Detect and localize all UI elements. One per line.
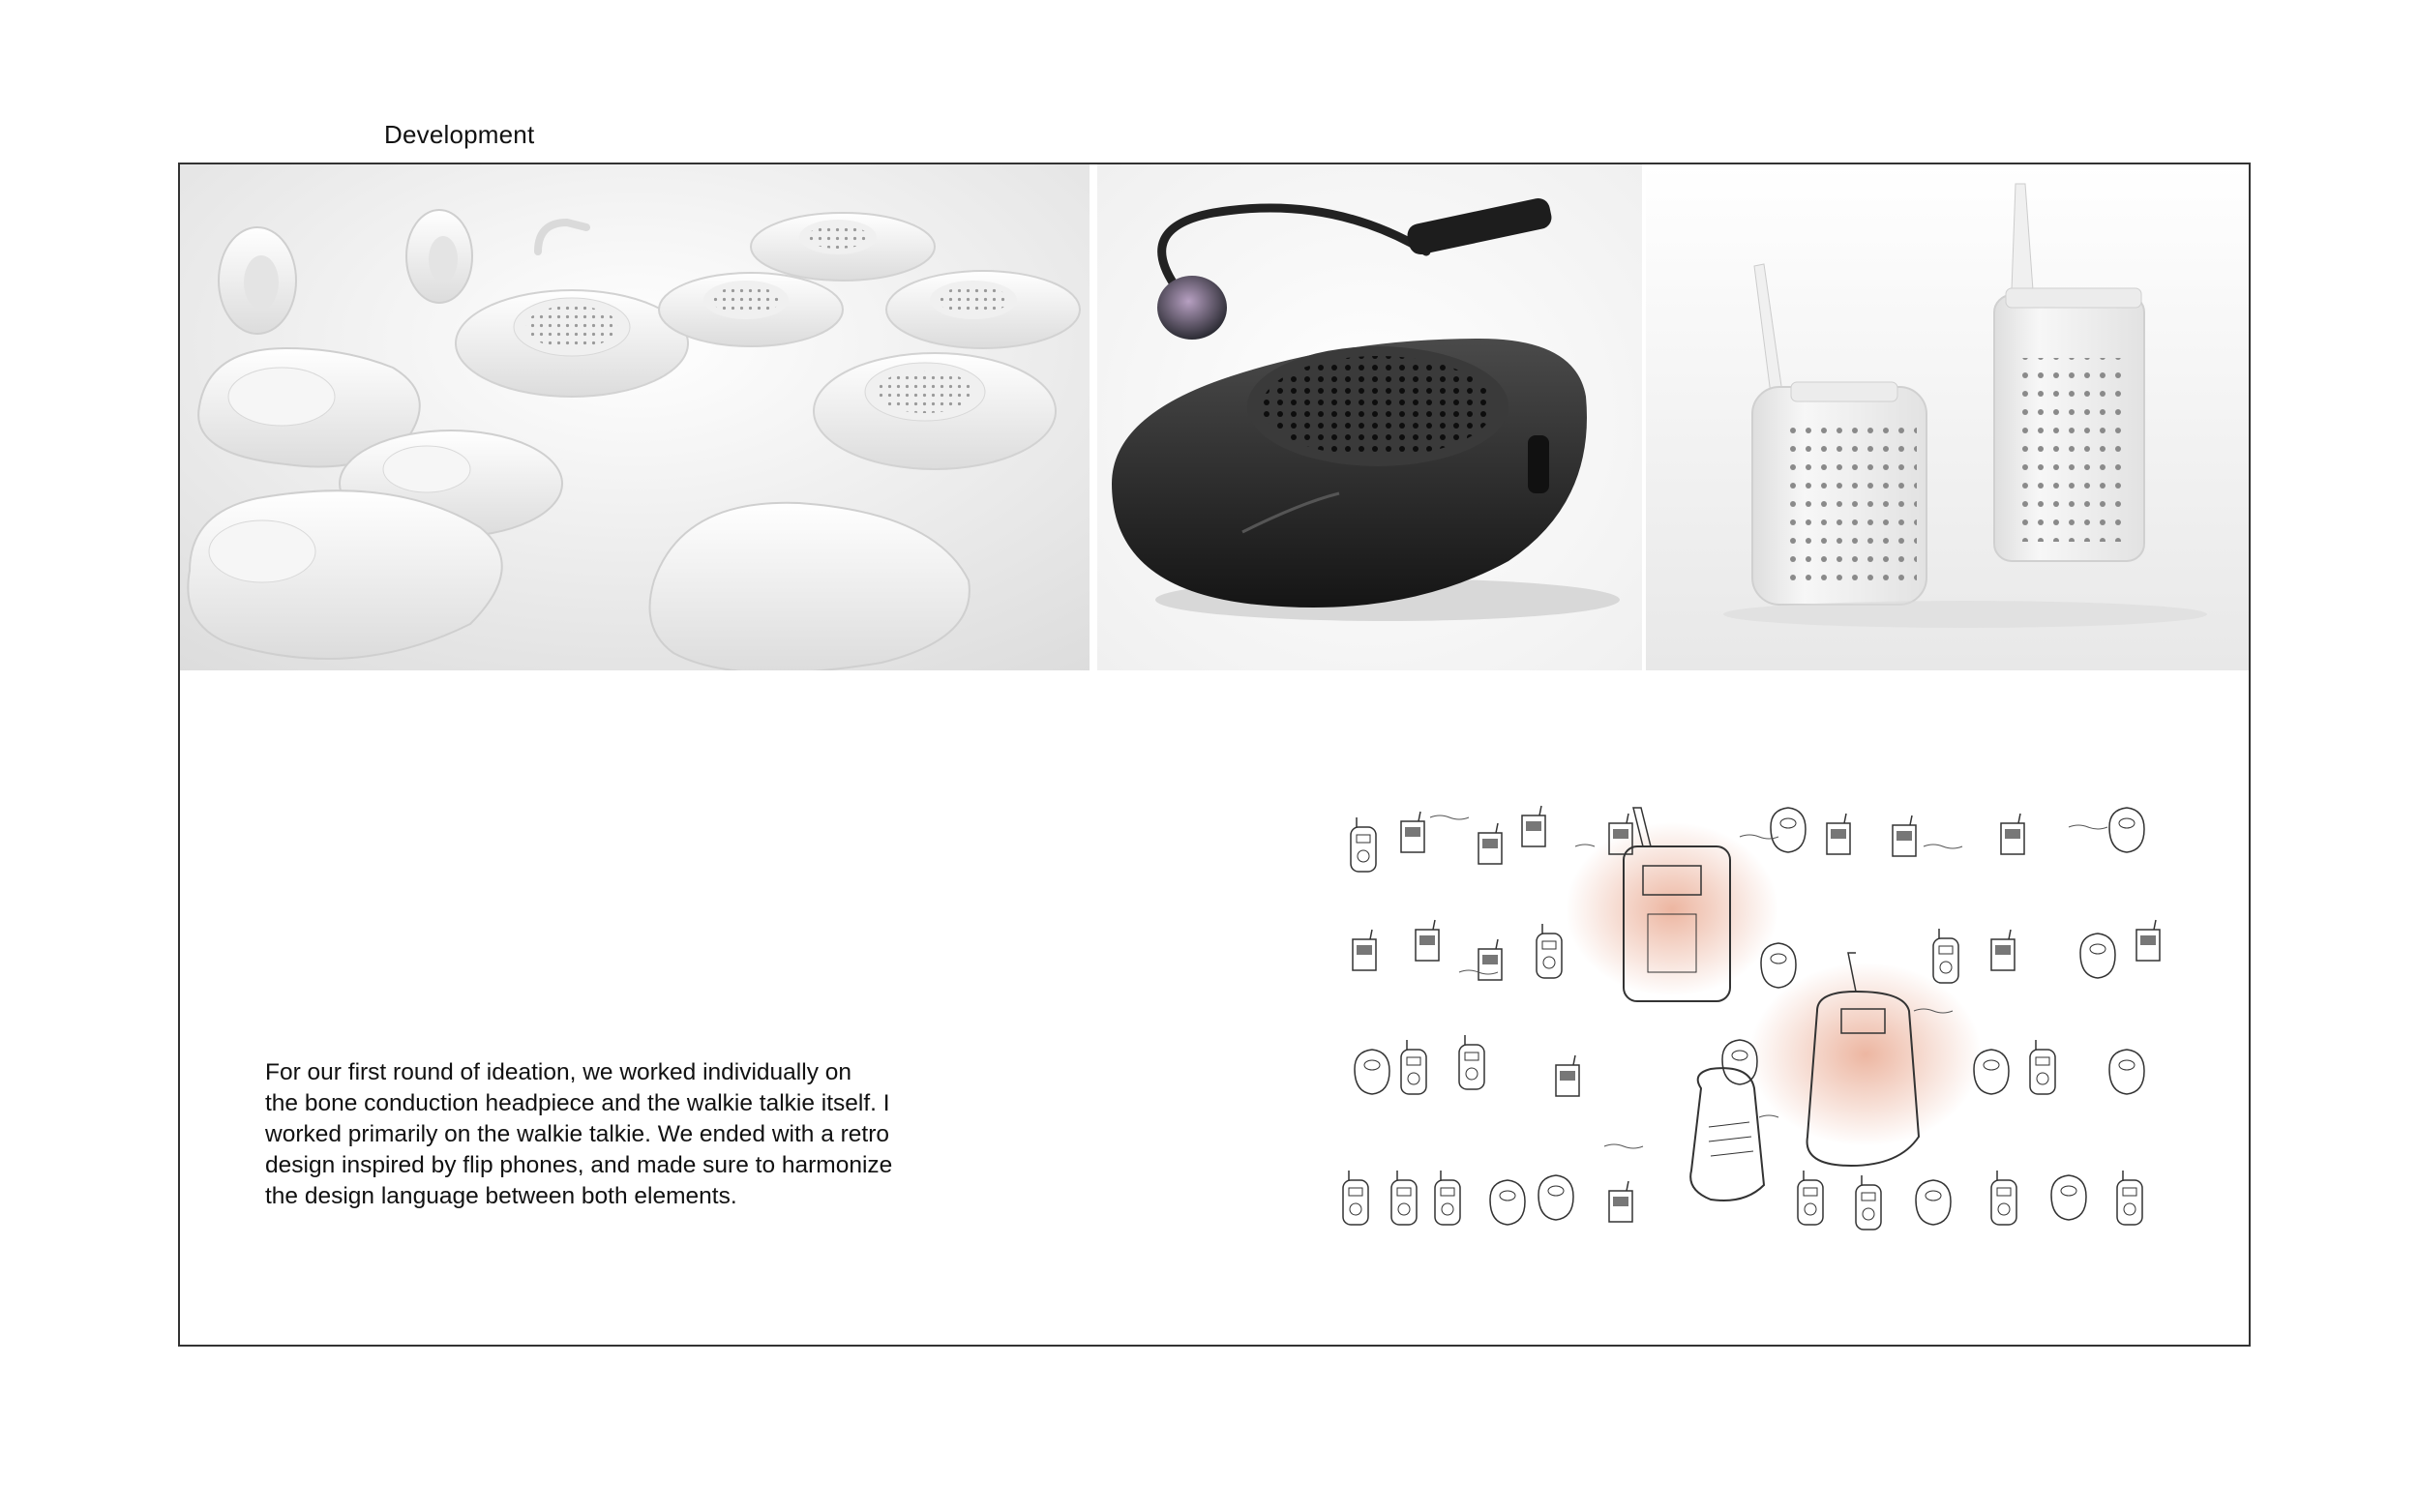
black-prototype-render — [1097, 164, 1642, 670]
section-title: Development — [384, 120, 535, 149]
clay-model-render — [180, 164, 1090, 670]
white-radios-render — [1646, 164, 2249, 670]
description-text: For our first round of ideation, we worked individually on the bone conduction headpiece and the walkie talkie itself. I worked primarily on the walkie talkie. We ended with a retro design inspired by flip phones, and made sure to harmonize the design language between both elements. — [265, 1059, 893, 1209]
ideation-sketches — [1333, 788, 2187, 1253]
